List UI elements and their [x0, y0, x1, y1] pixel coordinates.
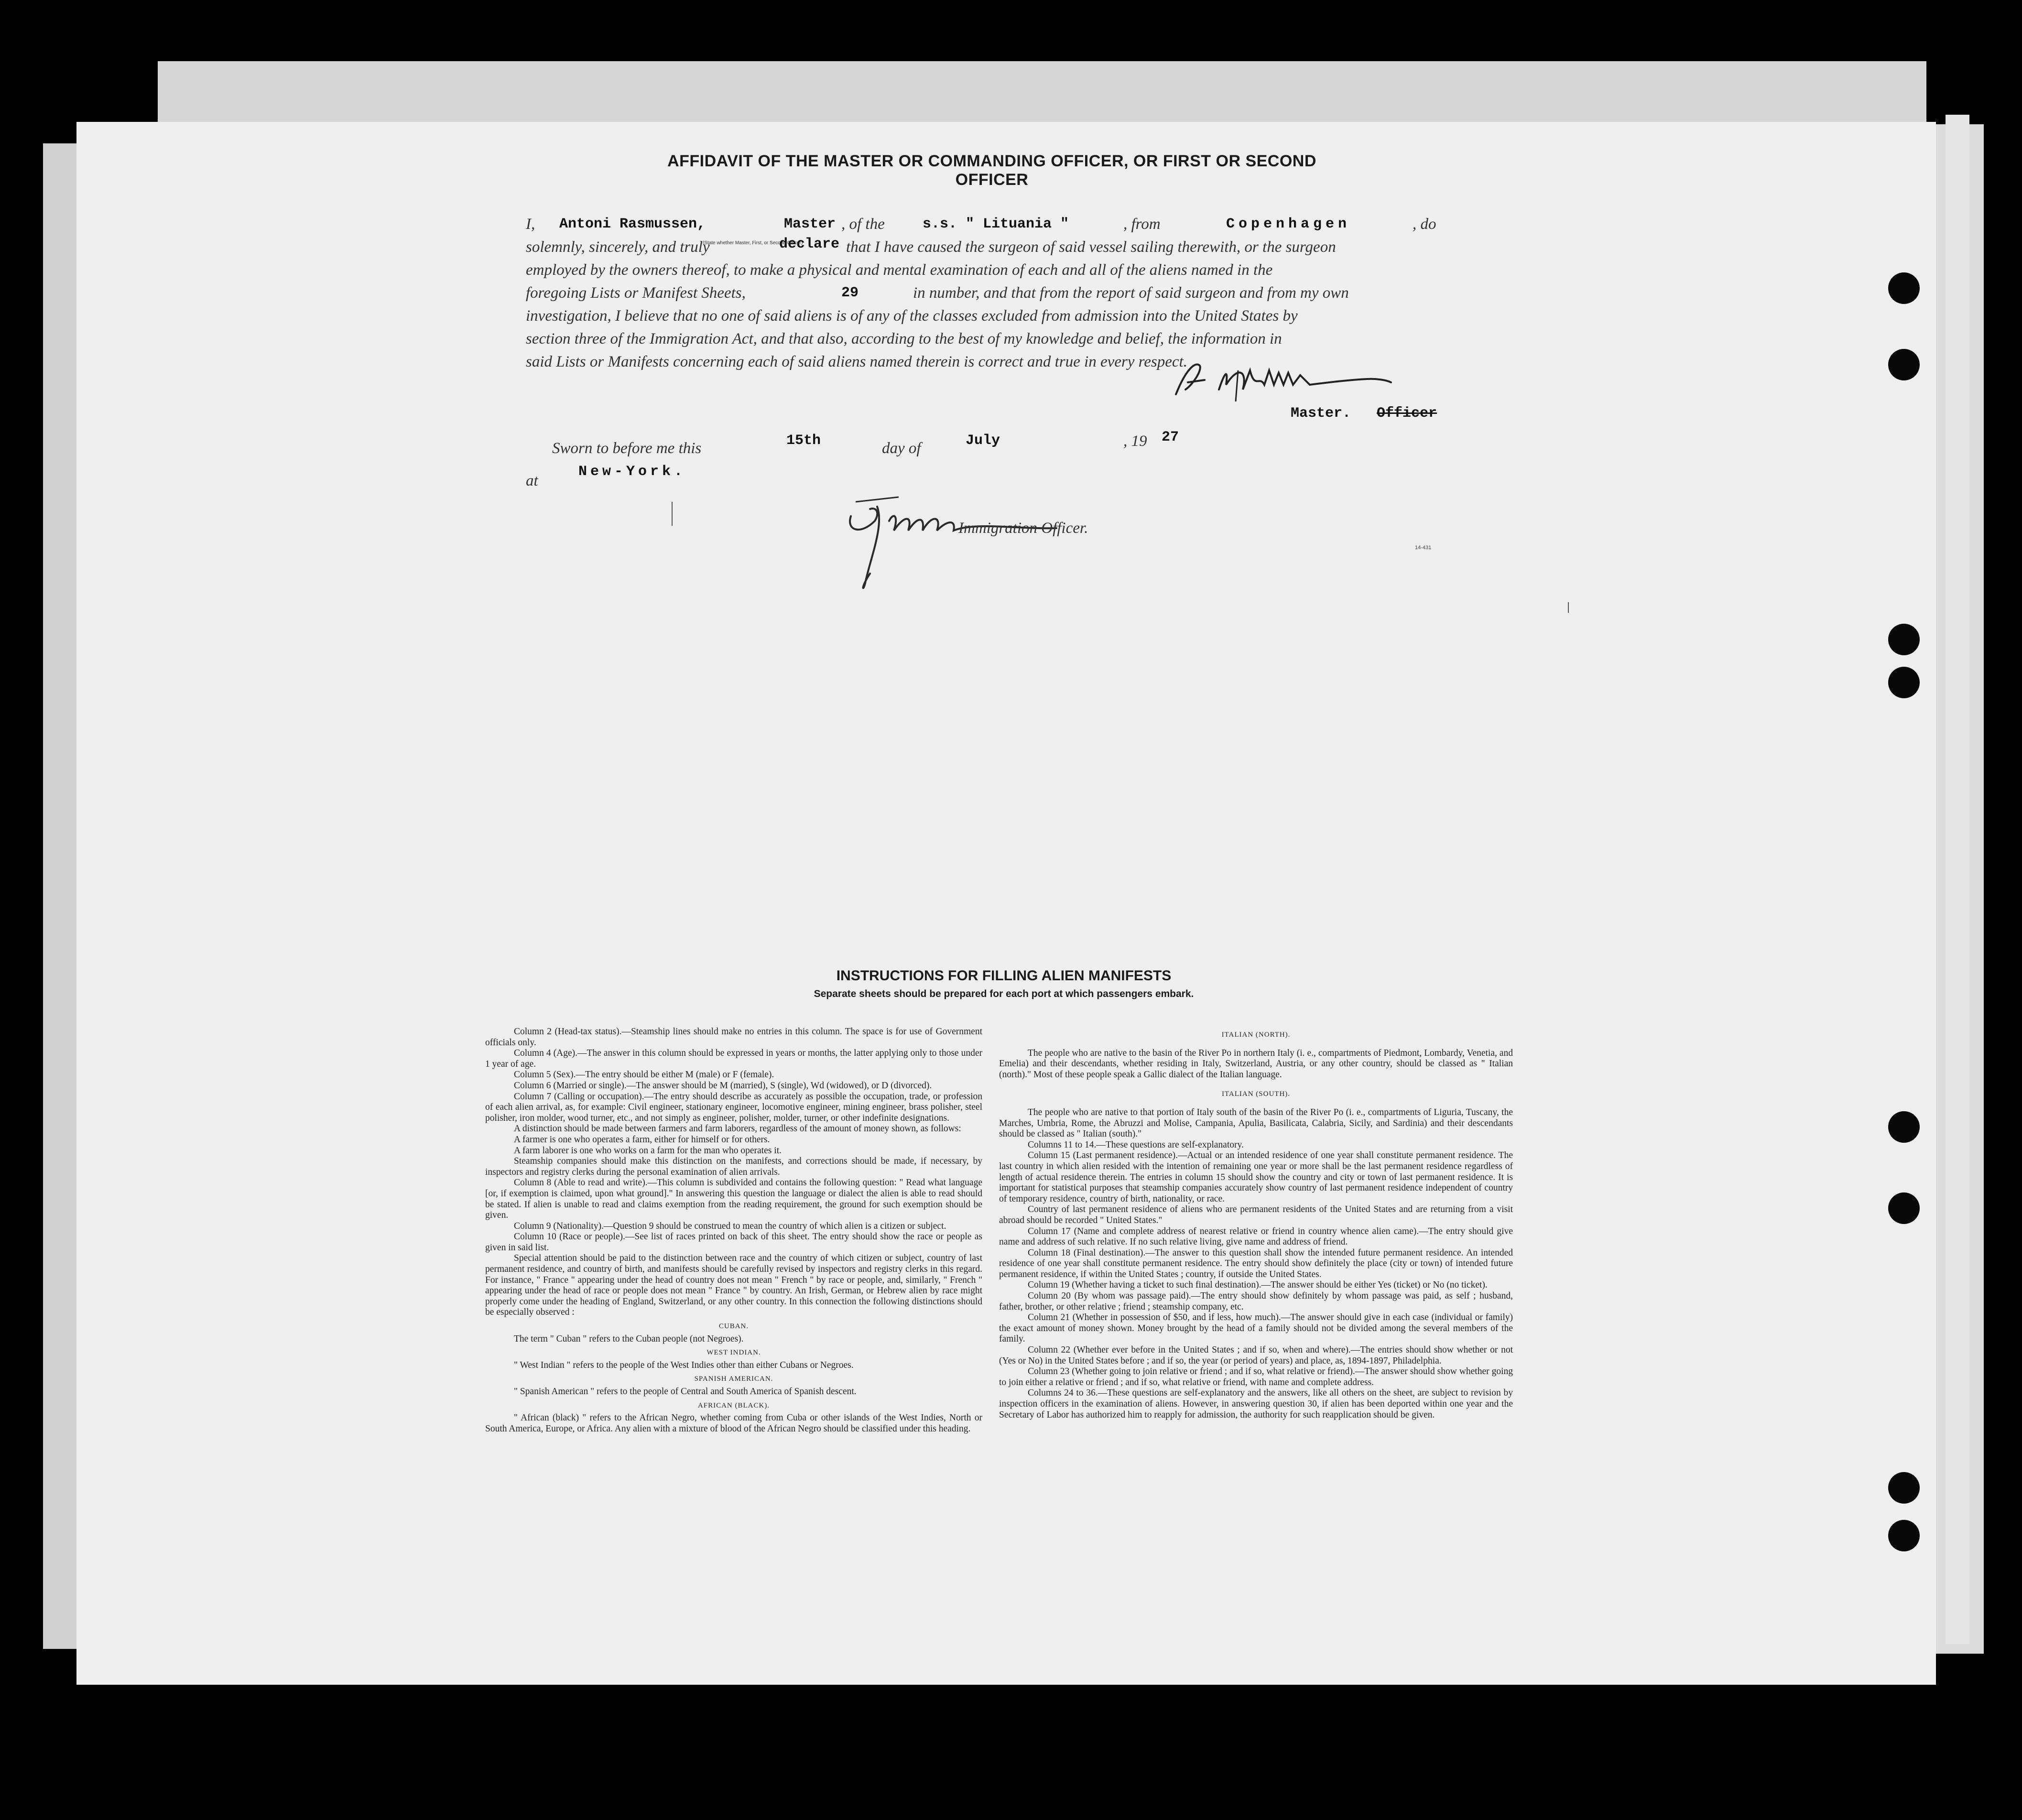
do-label: , do [1413, 216, 1436, 233]
instruction-paragraph: Column 9 (Nationality).—Question 9 should be construed to mean the country of which alien is a citizen or subject. [514, 1221, 946, 1231]
instruction-paragraph: Columns 24 to 36.—These questions are self-explanatory and the answers, like all others on the sheet, are subject to revision by inspection officers in the examination of aliens. However, in answering question 30, if alien has been deported within one year and the Secretary of Labor has authorized him to reapply for admission, the authority for such reapplication should be given. [999, 1388, 1513, 1420]
punch-hole [1888, 624, 1920, 655]
form-number: 14-431 [1415, 545, 1432, 551]
punch-hole [1888, 1472, 1920, 1504]
instruction-paragraph: Column 2 (Head-tax status).—Steamship lines should make no entries in this column. The space is for use of Government officials only. [485, 1027, 982, 1048]
signer-title: Master. [1291, 405, 1351, 422]
immigration-officer-signature [841, 488, 1128, 597]
from-label: , from [1123, 216, 1161, 233]
page-edge [1946, 115, 1969, 1644]
instruction-paragraph: Columns 11 to 14.—These questions are self-explanatory. [1028, 1139, 1244, 1150]
instruction-paragraph: Column 5 (Sex).—The entry should be either M (male) or F (female). [514, 1070, 774, 1080]
sworn-month: July [966, 433, 1000, 449]
instruction-paragraph: Column 21 (Whether in possession of $50, and if less, how much).—The answer should give in each case (individual or family) the exact amount of money shown. Money brought by the head of a family should not be divided among the several members of the family. [999, 1312, 1513, 1344]
cuban-heading: CUBAN. [718, 1322, 749, 1331]
instruction-paragraph: Column 7 (Calling or occupation).—The entry should describe as accurately as possible the occupation, trade, or profession of each alien arrival, as, for example: Civil engineer, stationary engineer, locomotive engineer, mining engineer, brass polisher, steel polisher, iron molder, wood turner, etc., and not simply as engineer, polisher, molder, turner, or other indefinite designations. [485, 1091, 982, 1123]
instruction-paragraph: Column 6 (Married or single).—The answer should be M (married), S (single), Wd (widowed), or D (divorced). [514, 1080, 932, 1091]
instruction-paragraph: Column 23 (Whether going to join relative or friend ; and if so, what relative or friend).—The answer should show whether going to join either a relative or friend ; and if so, what relative or friend, with name and complete address. [999, 1366, 1513, 1387]
instruction-paragraph: A distinction should be made between farmers and farm laborers, regardless of the amount of money shown, as follows: [514, 1124, 961, 1134]
sworn-day: 15th [786, 433, 821, 449]
punch-hole [1888, 1111, 1920, 1143]
spanish-american-heading: SPANISH AMERICAN. [694, 1375, 773, 1383]
punch-hole [1888, 667, 1920, 698]
instruction-paragraph: Column 4 (Age).—The answer in this column should be expressed in years or months, the latter applying only to those under 1 year of age. [485, 1048, 982, 1069]
sworn-place: New-York. [578, 464, 686, 480]
punch-hole [1888, 349, 1920, 380]
spanish-american-text: " Spanish American " refers to the people of Central and South America of Spanish descent. [514, 1387, 857, 1397]
instructions-left-column [485, 1027, 982, 1434]
affidavit-line-4b: in number, and that from the report of said surgeon and from my own [913, 284, 1349, 302]
affidavit-line-7: said Lists or Manifests concerning each of said aliens named therein is correct and true in every respect. [526, 353, 1187, 370]
instruction-paragraph: Column 8 (Able to read and write).—This column is subdivided and contains the following question: " Read what language [or, if exemption is claimed, upon what ground]." In answering this question the language or dialect the alien is able to read should be stated. If alien is unable to read and claims exemption from the reading requirement, the ground for such exemption should be given. [485, 1178, 982, 1221]
instruction-paragraph: Column 19 (Whether having a ticket to such final destination).—The answer should be either Yes (ticket) or No (no ticket). [1028, 1280, 1488, 1290]
master-signature [1166, 356, 1424, 404]
punch-hole [1888, 272, 1920, 304]
affidavit-line-2b: that I have caused the surgeon of said vessel sailing therewith, or the surgeon [846, 238, 1336, 256]
instruction-paragraph: Column 20 (By whom was passage paid).—The entry should show definitely by whom passage was paid, as self ; husband, father, brother, or other relative ; friend ; steamship company, etc. [999, 1291, 1513, 1312]
african-text: " African (black) " refers to the African Negro, whether coming from Cuba or other islands of the West Indies, North or South America, Europe, or Africa. Any alien with a mixture of blood of the African Negro should be classified under this heading. [485, 1413, 982, 1434]
ship-name: s.s. " Lituania " [923, 216, 1069, 232]
instruction-paragraph: Column 22 (Whether ever before in the United States ; and if so, when and where).—The entries should show whether or not (Yes or No) in the United States before ; and if so, the year (or period of years) and place, as, 1894-1897, Philadelphia. [999, 1345, 1513, 1366]
punch-hole [1888, 1520, 1920, 1551]
instruction-paragraph: Country of last permanent residence of aliens who are permanent residents of the United States and are returning from a visit abroad should be recorded " United States." [999, 1204, 1513, 1225]
affidavit-line-6: section three of the Immigration Act, and that also, according to the best of my knowledge and belief, the information in [526, 330, 1282, 347]
instructions-title: INSTRUCTIONS FOR FILLING ALIEN MANIFESTS [836, 968, 1172, 984]
i-label: I, [526, 216, 535, 233]
year-prefix: , 19 [1123, 433, 1147, 450]
master-rank: Master [784, 216, 836, 232]
italian-south-heading: ITALIAN (SOUTH). [1221, 1090, 1291, 1098]
declare-word: declare [779, 236, 840, 252]
affidavit-line-3: employed by the owners thereof, to make a physical and mental examination of each and all of the aliens named in the [526, 261, 1273, 279]
immigration-officer-label: Immigration Officer. [958, 520, 1088, 537]
affidavit-line-2a: solemnly, sincerely, and truly [526, 238, 710, 256]
day-of-label: day of [882, 440, 921, 457]
instruction-paragraph: Column 10 (Race or people).—See list of races printed on back of this sheet. The entry should show the race or people as given in said list. [485, 1232, 982, 1253]
west-indian-heading: WEST INDIAN. [707, 1349, 761, 1357]
affidavit-body [526, 213, 1448, 373]
sheet-count: 29 [841, 285, 859, 301]
instruction-paragraph: Column 17 (Name and complete address of nearest relative or friend in country whence alien came).—The entry should give name and address of such relative. If no such relative living, give name and address of friend. [999, 1226, 1513, 1247]
instruction-paragraph: Steamship companies should make this distinction on the manifests, and corrections should be made, if necessary, by inspectors and registry clerks during the personal examination of alien arrivals. [485, 1156, 982, 1177]
departure-port: Copenhagen [1226, 216, 1351, 232]
struck-title: Officer [1377, 405, 1437, 422]
instructions-right-column [999, 1027, 1513, 1420]
instructions-subtitle: Separate sheets should be prepared for each port at which passengers embark. [814, 988, 1194, 999]
stray-mark [672, 502, 673, 526]
cuban-text: The term " Cuban " refers to the Cuban people (not Negroes). [514, 1333, 744, 1344]
instruction-paragraph: Special attention should be paid to the distinction between race and the country of which citizen or subject, country of last permanent residence, and country of birth, and manifests should be carefully revised by inspectors and registry clerks in this regard. For instance, " France " appearing under the head of country does not mean " French " by race or people, and, similarly, " French " appearing under the head of race or people does not mean " France " by country. An Irish, German, or Hebrew alien by race might properly come under the heading of England, Switzerland, or any other country. In this connection the following distinctions should be especially observed : [485, 1253, 982, 1318]
instruction-paragraph: Column 18 (Final destination).—The answer to this question shall show the intended future permanent residence. An intended residence of one year shall constitute permanent residence. The entry should show definitely the place (city or town) of intended future permanent residence, if within the United States ; country, if outside the United States. [999, 1247, 1513, 1279]
instruction-paragraph: A farm laborer is one who works on a farm for the man who operates it. [514, 1145, 782, 1156]
italian-south-text: The people who are native to that portion of Italy south of the basin of the River Po (i. e., compartments of Liguria, Tuscany, the Marches, Umbria, Rome, the Abruzzi and Molise, Campania, Apulia, Basilicata, Calabria, Sicily, and Sardinia) and their descendants should be classed as " Italian (south)." [999, 1107, 1513, 1139]
affidavit-title: AFFIDAVIT OF THE MASTER OR COMMANDING OFFICER, OR FIRST OR SECOND OFFICER [667, 152, 1316, 189]
rank-instruction-note: (State whether Master, First, or Second Officer) [703, 240, 803, 246]
italian-north-heading: ITALIAN (NORTH). [1221, 1031, 1291, 1039]
at-label: at [526, 472, 538, 489]
sworn-label: Sworn to before me this [552, 440, 702, 457]
sworn-year: 27 [1162, 429, 1179, 445]
master-name: Antoni Rasmussen, [559, 216, 706, 232]
west-indian-text: " West Indian " refers to the people of the West Indies other than either Cubans or Negroes. [514, 1360, 854, 1370]
punch-hole [1888, 1192, 1920, 1224]
stray-mark [1568, 602, 1569, 613]
of-the-label: , of the [841, 216, 885, 233]
african-heading: AFRICAN (BLACK). [697, 1401, 770, 1409]
instruction-paragraph: A farmer is one who operates a farm, either for himself or for others. [514, 1134, 770, 1145]
affidavit-line-5: investigation, I believe that no one of said aliens is of any of the classes excluded from admission into the United States by [526, 307, 1298, 325]
affidavit-line-4a: foregoing Lists or Manifest Sheets, [526, 284, 746, 302]
italian-north-text: The people who are native to the basin of the River Po in northern Italy (i. e., compartments of Piedmont, Lombardy, Venetia, and Emelia) and their descendants, whether residing in Italy, Switzerland, Austria, or any other country, should be classed as " Italian (north)." Most of these people speak a Gallic dialect of the Italian language. [999, 1048, 1513, 1080]
instruction-paragraph: Column 15 (Last permanent residence).—Actual or an intended residence of one year shall constitute permanent residence. The last country in which alien resided with the intention of remaining one year or more shall be the last permanent residence regardless of length of actual residence therein. The entries in column 15 should show the country and city or town of last permanent residence. It is important for statistical purposes that steamship companies accurately show country of last permanent residence independent of country of temporary residence, country of birth, nationality, or race. [999, 1150, 1513, 1204]
